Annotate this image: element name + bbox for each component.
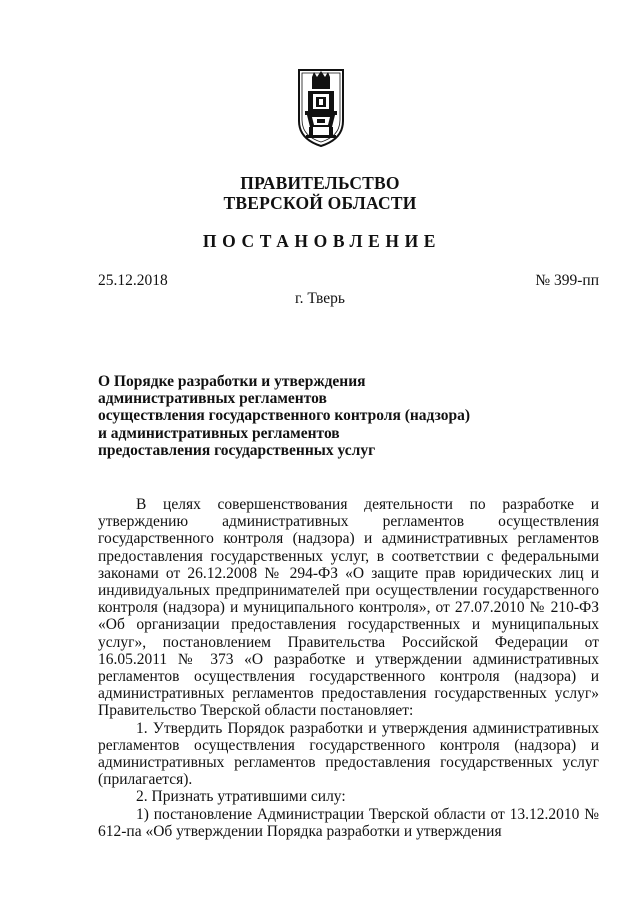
document-city: г. Тверь (295, 290, 345, 307)
document-body (98, 496, 599, 840)
title-line: предоставления государственных услуг (98, 441, 376, 459)
item-2-paragraph: 2. Признать утратившими силу: (136, 788, 346, 806)
item-1-paragraph: 1. Утвердить Порядок разработки и утверждения административных регламентов осуществления государственного контроля (надзора) и административных регламентов предоставления государственных услуг (прилагается). (98, 719, 599, 789)
title-line: О Порядке разработки и утверждения (98, 373, 366, 390)
title-line: административных регламентов (98, 390, 327, 408)
document-title (98, 373, 518, 459)
document-type: ПОСТАНОВЛЕНИЕ (202, 231, 442, 251)
org-name-line2: ТВЕРСКОЙ ОБЛАСТИ (223, 193, 417, 213)
title-line: осуществления государственного контроля (надзора) (98, 407, 471, 425)
document-date: 25.12.2018 (98, 272, 168, 289)
org-name-line1: ПРАВИТЕЛЬСТВО (240, 173, 400, 193)
item-2-1-paragraph: 1) постановление Администрации Тверской области от 13.12.2010 № 612-па «Об утверждении Порядка разработки и утверждения (98, 805, 599, 840)
document-number: № 399-пп (535, 272, 599, 289)
preamble-paragraph: В целях совершенствования деятельности по разработке и утверждению административных регламентов осуществления государственного контроля (надзора) и административных регламентов предоставления государственных услуг, в соответствии с федеральными законами от 26.12.2008 № 294-ФЗ «О защите прав юридических лиц и индивидуальных предпринимателей при осуществлении государственного контроля (надзора) и муниципального контроля», от 27.07.2010 № 210-ФЗ «Об организации предоставления государственных и муниципальных услуг», постановлением Правительства Российской Федерации от 16.05.2011 № 373 «О разработке и утверждении административных регламентов осуществления государственного контроля (надзора) и административных регламентов предоставления государственных услуг» Правительство Тверской области постановляет: (98, 496, 599, 720)
tver-coat-of-arms-icon (297, 69, 345, 147)
title-line: и административных регламентов (98, 424, 340, 442)
